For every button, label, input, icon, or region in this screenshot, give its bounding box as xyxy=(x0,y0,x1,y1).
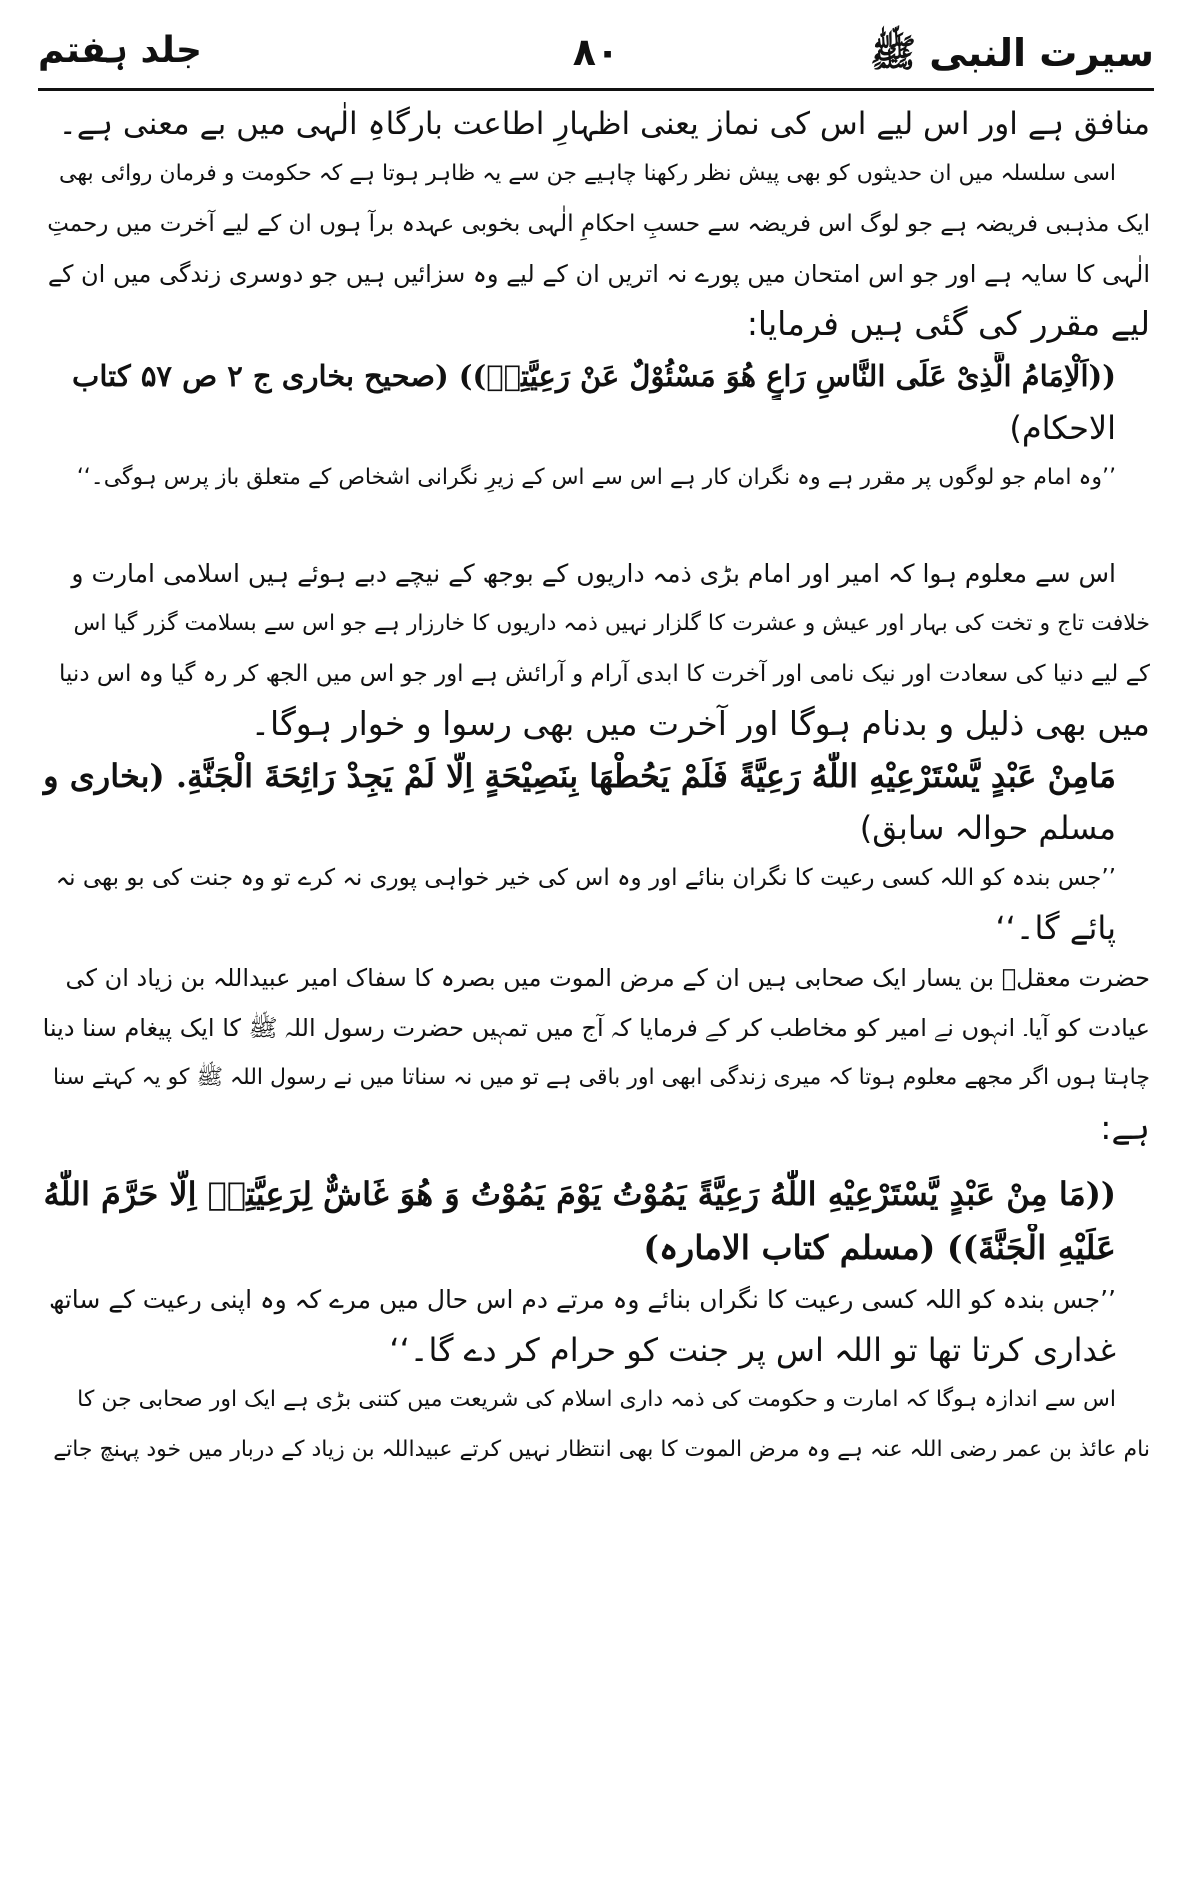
text-line: ہے: xyxy=(1100,1108,1150,1147)
hadith-translation: ’’وہ امام جو لوگوں پر مقرر ہے وہ نگران کار ہے اس سے اس کے زیرِ نگرانی اشخاص کے متعلق باز پرس ہوگی۔‘‘ xyxy=(76,465,1116,490)
text-line: عیادت کو آیا۔ انہوں نے امیر کو مخاطب کر کے فرمایا کہ آج میں تمہیں حضرت رسول اللہ ﷺ کا ایک پیغام سنا دینا xyxy=(42,1014,1150,1042)
book-title: سیرت النبی ﷺ xyxy=(870,31,1154,75)
text-line: لیے مقرر کی گئی ہیں فرمایا: xyxy=(746,304,1150,343)
hadith-translation: غداری کرتا تھا تو اللہ اس پر جنت کو حرام کر دے گا۔‘‘ xyxy=(389,1331,1116,1369)
paragraph-gap xyxy=(42,506,1150,552)
text-line: اسی سلسلہ میں ان حدیثوں کو بھی پیش نظر رکھنا چاہیے جن سے یہ ظاہر ہوتا ہے کہ حکومت و فرمان روائی بھی xyxy=(59,161,1116,186)
hadith-arabic: ((اَلْاِمَامُ الَّذِیْ عَلَی النَّاسِ رَاعٍ هُوَ مَسْئُوْلٌ عَنْ رَعِيَّتِهٖ)) (صحیح بخاری ج ۲ ص ۵۷ کتاب xyxy=(72,359,1116,393)
hadith-arabic: ((مَا مِنْ عَبْدٍ يَّسْتَرْعِيْهِ اللّٰهُ رَعِيَّةً يَمُوْتُ يَوْمَ يَمُوْتُ وَ هُوَ غَاشٌّ لِرَعِيَّتِهٖ اِلَّا حَرَّمَ اللّٰهُ xyxy=(43,1175,1116,1213)
page-number: ۸۰ xyxy=(572,30,620,74)
hadith-translation: پائے گا۔‘‘ xyxy=(995,909,1116,947)
page-header xyxy=(38,22,1154,92)
hadith-arabic: مَامِنْ عَبْدٍ يَّسْتَرْعِيْهِ اللّٰهُ رَعِيَّةً فَلَمْ يَحُطْهَا بِنَصِيْحَةٍ اِلَّا لَمْ يَجِدْ رَائِحَةَ الْجَنَّةِ. (بخاری و xyxy=(43,757,1116,795)
text-line: ایک مذہبی فریضہ ہے جو لوگ اس فریضہ سے حسبِ احکامِ الٰہی بخوبی عہدہ برآ ہوں ان کے لیے آخرت میں رحمتِ xyxy=(47,211,1150,237)
text-line: الٰہی کا سایہ ہے اور جو اس امتحان میں پورے نہ اتریں ان کے لیے وہ سزائیں ہیں جو دوسری زندگی میں ان کے xyxy=(47,260,1150,288)
hadith-arabic: عَلَيْهِ الْجَنَّةَ)) (مسلم کتاب الامارہ) xyxy=(643,1228,1116,1267)
header-rule xyxy=(38,88,1154,91)
text-line: اس سے اندازہ ہوگا کہ امارت و حکومت کی ذمہ داری اسلام کی شریعت میں کتنی بڑی ہے ایک اور صحابی جن کا xyxy=(77,1387,1116,1412)
text-line: کے لیے دنیا کی سعادت اور نیک نامی اور آخرت کا ابدی آرام و آرائش ہے اور جو اس میں الجھ کر رہ گیا وہ اس دنیا xyxy=(58,661,1150,687)
hadith-translation: ’’جس بندہ کو اللہ کسی رعیت کا نگراں بنائے وہ مرتے دم اس حال میں مرے کہ وہ اپنی رعیت کے ساتھ xyxy=(48,1285,1116,1314)
hadith-reference: مسلم حوالہ سابق) xyxy=(859,809,1116,847)
text-line: نام عائذ بن عمر رضی اللہ عنہ ہے وہ مرض الموت کا بھی انتظار نہیں کرتے عبیداللہ بن زیاد کے دربار میں خود پہنچ جاتے xyxy=(53,1437,1150,1462)
hadith-reference: الاحکام) xyxy=(1009,409,1116,447)
text-line: منافق ہے اور اس لیے اس کی نماز یعنی اظہارِ اطاعت بارگاہِ الٰہی میں بے معنی ہے۔ xyxy=(58,106,1150,142)
text-line: اس سے معلوم ہوا کہ امیر اور امام بڑی ذمہ داریوں کے بوجھ کے نیچے دبے ہوئے ہیں اسلامی امارت و xyxy=(71,559,1116,588)
paragraph-gap xyxy=(42,1156,1150,1170)
text-line: خلافت تاج و تخت کی بہار اور عیش و عشرت کا گلزار نہیں ذمہ داریوں کا خارزار ہے جو اس سے بسلامت گزر گیا اس xyxy=(73,611,1150,636)
text-line: چاہتا ہوں اگر مجھے معلوم ہوتا کہ میری زندگی ابھی اور باقی ہے تو میں نہ سناتا میں نے رسول اللہ ﷺ کو یہ کہتے سنا xyxy=(52,1065,1150,1090)
text-line: حضرت معقلؓ بن یسار ایک صحابی ہیں ان کے مرض الموت میں بصرہ کا سفاک امیر عبیداللہ بن زیاد ان کی xyxy=(65,964,1150,992)
page-body xyxy=(42,102,1150,1478)
hadith-translation: ’’جس بندہ کو اللہ کسی رعیت کا نگران بنائے اور وہ اس کی خیر خواہی پوری نہ کرے تو وہ جنت کی بو بھی نہ xyxy=(55,865,1116,891)
text-line: میں بھی ذلیل و بدنام ہوگا اور آخرت میں بھی رسوا و خوار ہوگا۔ xyxy=(250,704,1150,743)
volume-label: جلد ہفتم xyxy=(38,30,202,71)
